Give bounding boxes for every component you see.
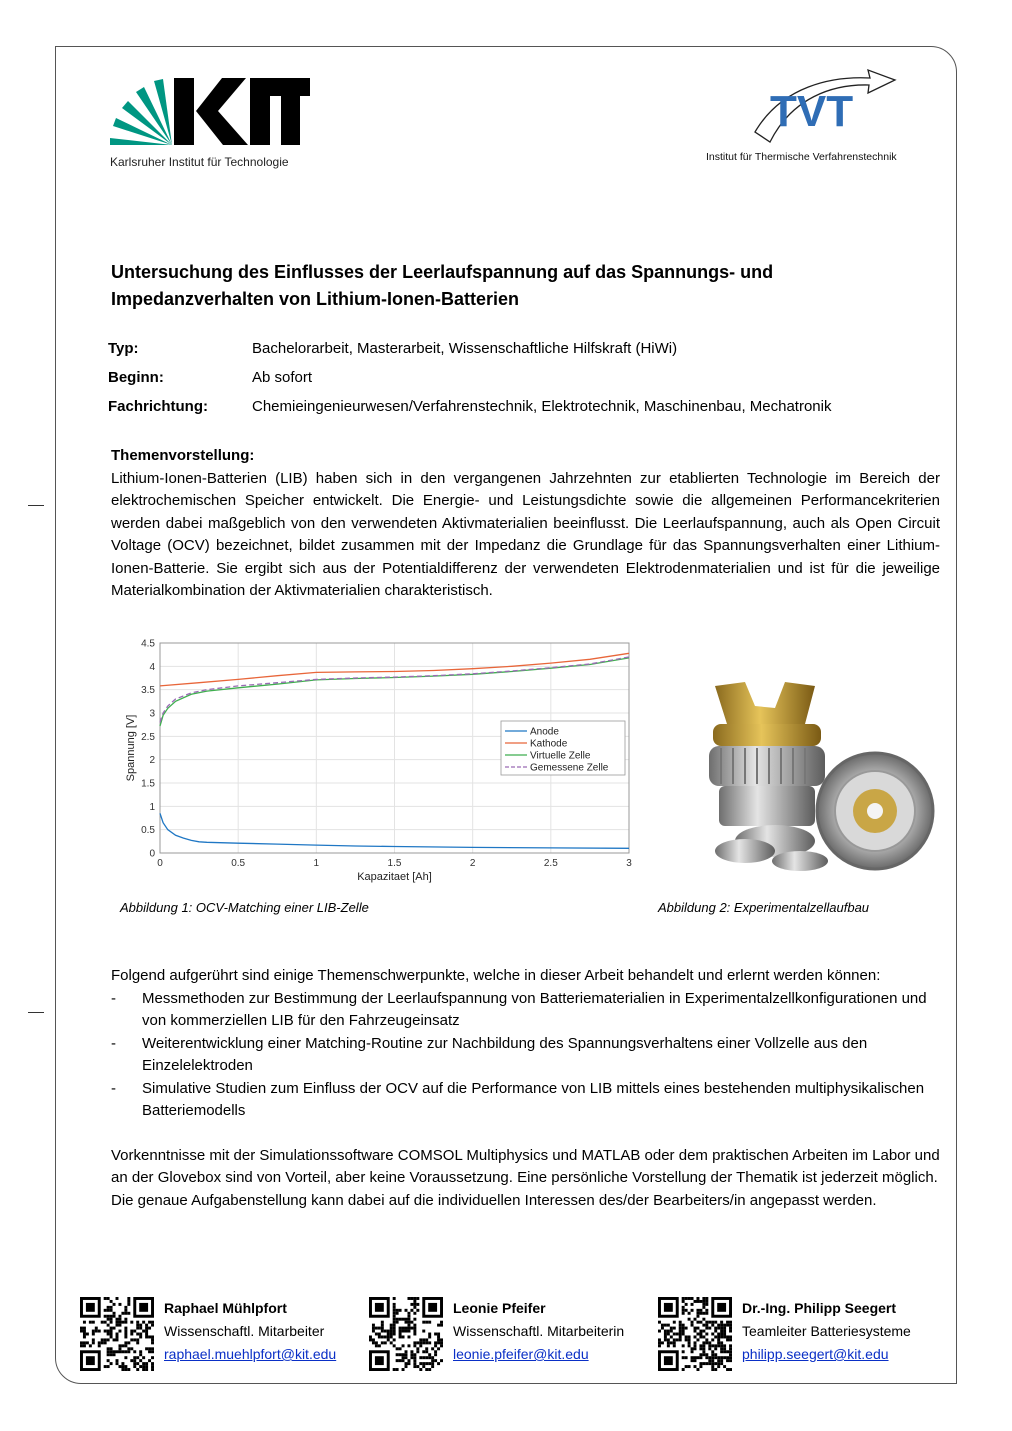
info-row-type bbox=[108, 334, 832, 363]
y-tick-label: 3.5 bbox=[141, 685, 155, 697]
x-tick-label: 1.5 bbox=[387, 858, 402, 869]
contact-name: Leonie Pfeifer bbox=[453, 1300, 546, 1316]
ocv-chart bbox=[120, 633, 640, 885]
qr-code-icon[interactable] bbox=[658, 1297, 732, 1371]
contact-email-link[interactable]: philipp.seegert@kit.edu bbox=[742, 1346, 889, 1362]
x-tick-label: 0.5 bbox=[231, 858, 246, 869]
info-row-field bbox=[108, 392, 832, 421]
legend-label: Virtuelle Zelle bbox=[530, 750, 591, 762]
info-value: Bachelorarbeit, Masterarbeit, Wissenschaftliche Hilfskraft (HiWi) bbox=[252, 340, 678, 357]
bullet: - bbox=[111, 989, 116, 1007]
x-tick-label: 1 bbox=[313, 858, 320, 869]
tvt-subtitle: Institut für Thermische Verfahrenstechnik bbox=[706, 151, 897, 163]
info-table bbox=[108, 334, 832, 421]
contact-role: Wissenschaftl. Mitarbeiterin bbox=[453, 1323, 625, 1339]
info-value: Ab sofort bbox=[252, 369, 313, 386]
list-item bbox=[111, 988, 941, 1033]
list-item bbox=[111, 1033, 941, 1078]
section-heading: Themenvorstellung: bbox=[111, 447, 255, 464]
tvt-logo-text: TVT bbox=[770, 87, 854, 136]
y-tick-label: 2.5 bbox=[141, 731, 155, 743]
fold-mark bbox=[28, 1012, 44, 1013]
figure-caption-2: Abbildung 2: Experimentalzellaufbau bbox=[658, 900, 870, 915]
list-item-text: Weiterentwicklung einer Matching-Routine zur Nachbildung des Spannungsverhaltens einer Vollzelle aus den Einzelelektroden bbox=[142, 1034, 868, 1074]
bullet: - bbox=[111, 1079, 116, 1097]
x-tick-label: 3 bbox=[626, 858, 632, 869]
title-line: Impedanzverhalten von Lithium-Ionen-Batterien bbox=[111, 289, 520, 309]
page-title bbox=[111, 259, 931, 313]
title-line: Untersuchung des Einflusses der Leerlaufspannung auf das Spannungs- und bbox=[111, 262, 774, 282]
y-tick-label: 4.5 bbox=[141, 638, 155, 650]
info-key: Beginn: bbox=[108, 369, 164, 386]
contact-name: Dr.-Ing. Philipp Seegert bbox=[742, 1300, 897, 1316]
list-item bbox=[111, 1078, 941, 1123]
y-tick-label: 4 bbox=[149, 661, 155, 673]
info-value: Chemieingenieurwesen/Verfahrenstechnik, Elektrotechnik, Maschinenbau, Mechatronik bbox=[252, 398, 832, 415]
intro-section bbox=[111, 445, 940, 603]
x-tick-label: 2 bbox=[469, 858, 476, 869]
topics-list bbox=[111, 988, 941, 1123]
contact-role: Wissenschaftl. Mitarbeiter bbox=[164, 1323, 325, 1339]
contact-email-link[interactable]: leonie.pfeifer@kit.edu bbox=[453, 1346, 589, 1362]
fold-mark bbox=[28, 505, 44, 506]
tvt-logo bbox=[752, 66, 902, 150]
x-axis-label: Kapazitaet [Ah] bbox=[357, 871, 432, 883]
kit-subtitle: Karlsruher Institut für Technologie bbox=[110, 155, 289, 169]
topics-outro: Vorkenntnisse mit der Simulationssoftware COMSOL Multiphysics und MATLAB oder dem praktischen Arbeiten im Labor und an der Glovebox sind von Vorteil, aber keine Voraussetzung. Eine persönliche Vorstellung der Thematik ist jederzeit möglich. Die genaue Aufgabenstellung kann dabei auf die individuellen Interessen des/der Bearbeiters/in angepasst werden. bbox=[111, 1146, 940, 1209]
qr-code-icon[interactable] bbox=[369, 1297, 443, 1371]
qr-code-icon[interactable] bbox=[80, 1297, 154, 1371]
experimental-cell-photo bbox=[705, 676, 940, 876]
contact-role: Teamleiter Batteriesysteme bbox=[742, 1323, 911, 1339]
bullet: - bbox=[111, 1034, 116, 1052]
x-tick-label: 0 bbox=[157, 858, 163, 869]
info-key: Fachrichtung: bbox=[108, 398, 208, 415]
x-tick-label: 2.5 bbox=[543, 858, 558, 869]
figure-caption-1: Abbildung 1: OCV-Matching einer LIB-Zelle bbox=[120, 900, 369, 915]
legend-label: Kathode bbox=[530, 738, 568, 750]
y-tick-label: 1.5 bbox=[141, 778, 155, 790]
topics-section bbox=[111, 965, 941, 1212]
y-tick-label: 1 bbox=[149, 801, 155, 813]
legend-label: Gemessene Zelle bbox=[530, 762, 609, 774]
y-tick-label: 0.5 bbox=[141, 825, 155, 837]
contact-card bbox=[369, 1297, 624, 1371]
info-row-start bbox=[108, 363, 832, 392]
kit-logo bbox=[110, 78, 310, 148]
intro-paragraph: Lithium-Ionen-Batterien (LIB) haben sich in den vergangenen Jahrzehnten zur etablierten Technologie im Bereich der elektrochemischen Speicher entwickelt. Die Energie- und Leistungsdichte sowie die allgemeinen Performancekriterien werden dabei maßgeblich von den verwendeten Aktivmaterialien beeinflusst. Die Leerlaufspannung, auch als Open Circuit Voltage (OCV) bezeichnet, bildet zusammen mit der Impedanz die Grundlage für das Spannungsverhalten einer Lithium-Ionen-Batterie. Sie ergibt sich aus der Potentialdifferenz der verwendeten Elektrodenmaterialien und ist für die jeweilige Materialkombination der Aktivmaterialien charakteristisch. bbox=[111, 469, 940, 599]
contact-card bbox=[658, 1297, 911, 1371]
y-tick-label: 0 bbox=[149, 848, 155, 860]
y-tick-label: 2 bbox=[149, 755, 155, 767]
info-key: Typ: bbox=[108, 340, 139, 357]
contact-email-link[interactable]: raphael.muehlpfort@kit.edu bbox=[164, 1346, 337, 1362]
list-item-text: Simulative Studien zum Einfluss der OCV auf die Performance von LIB mittels eines bestehenden multiphysikalischen Batteriemodells bbox=[142, 1079, 925, 1119]
contact-name: Raphael Mühlpfort bbox=[164, 1300, 287, 1316]
y-tick-label: 3 bbox=[149, 708, 155, 720]
legend-label: Anode bbox=[530, 726, 559, 738]
y-axis-label: Spannung [V] bbox=[125, 714, 137, 782]
topics-intro: Folgend aufgerührt sind einige Themenschwerpunkte, welche in dieser Arbeit behandelt und erlernt werden können: bbox=[111, 967, 881, 984]
contact-card bbox=[80, 1297, 336, 1371]
list-item-text: Messmethoden zur Bestimmung der Leerlaufspannung von Batteriematerialien in Experimentalzellkonfigurationen und von kommerziellen LIB für den Fahrzeugeinsatz bbox=[142, 989, 927, 1029]
